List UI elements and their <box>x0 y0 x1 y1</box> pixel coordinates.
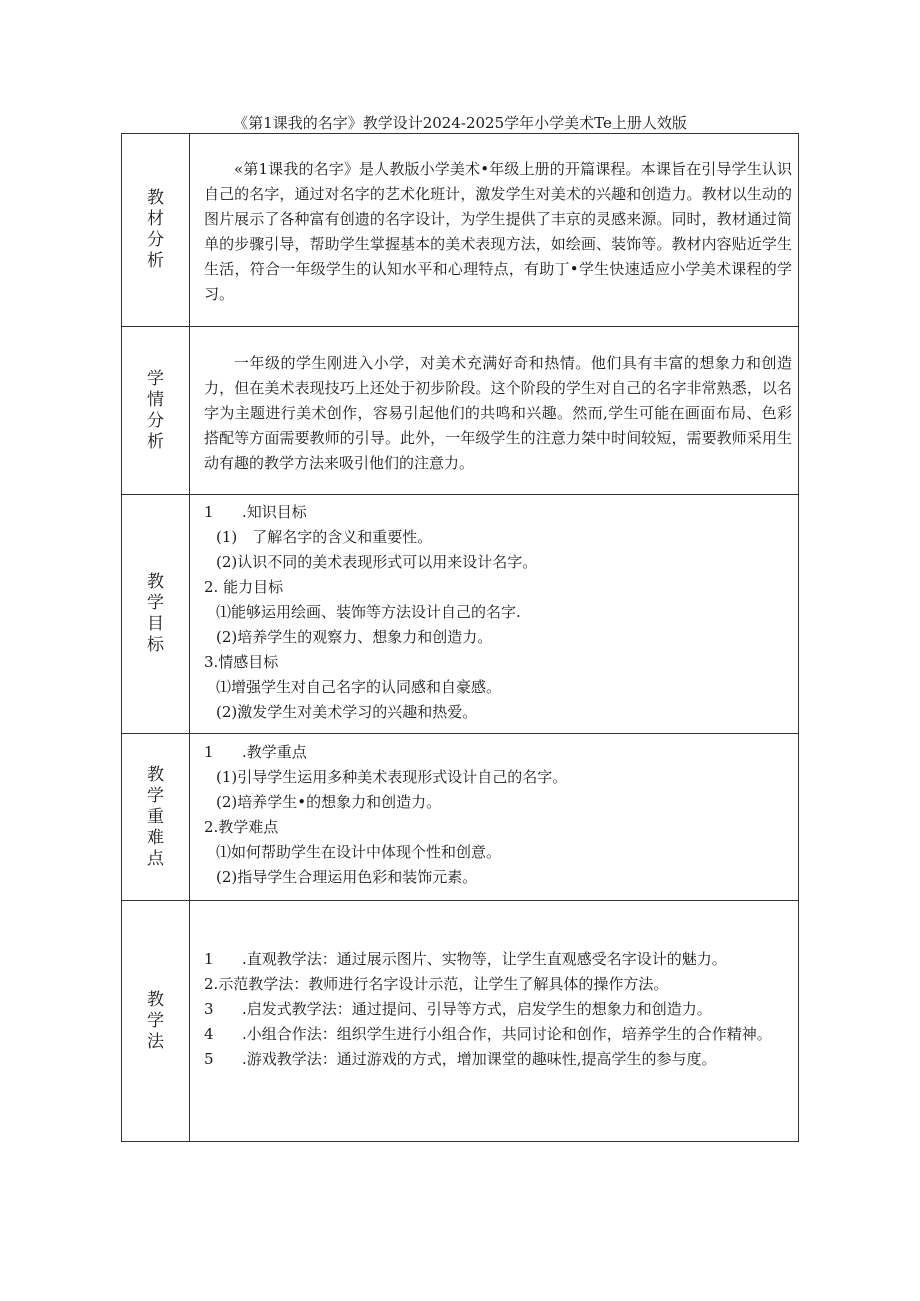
content-cell <box>190 134 799 327</box>
lesson-plan-table <box>121 133 799 1142</box>
row-label: 教材分析 <box>147 188 164 271</box>
list-item: (2)指导学生合理运用色彩和装饰元素。 <box>216 868 478 886</box>
content-cell <box>190 495 799 734</box>
methods-list <box>190 901 798 1072</box>
list-item: ⑴能够运用绘画、装饰等方法设计自己的名字. <box>216 603 521 621</box>
document-title: 《第1课我的名字》教学设计2024-2025学年小学美术Te上册人效版 <box>233 114 687 132</box>
list-item: 2.示范教学法：教师进行名字设计示范，让学生了解具体的操作方法。 <box>204 975 669 993</box>
label-cell <box>122 495 190 734</box>
row-teaching-methods <box>122 901 799 1142</box>
content-cell <box>190 327 799 495</box>
list-item: (1)引导学生运用多种美术表现形式设计自己的名字。 <box>216 768 568 786</box>
row-teaching-objectives <box>122 495 799 734</box>
list-item: ⑴如何帮助学生在设计中体现个性和创意。 <box>216 843 502 861</box>
list-item: 5 .游戏教学法：通过游戏的方式，增加课堂的趣味性,提高学生的参与度。 <box>204 1050 717 1068</box>
objectives-list <box>190 495 798 725</box>
content-cell <box>190 734 799 901</box>
label-cell <box>122 734 190 901</box>
paragraph: «第1课我的名字》是人教版小学美术•年级上册的开篇课程。本课旨在引导学生认识自己的名字，通过对名字的艺术化班计，激发学生对美术的兴趣和创造力。教材以生动的图片展示了各种富有创遗的名字设计，为学生提供了丰京的灵感来源。同时，教材通过简单的步骤引导，帮助学生掌握基本的美术表现方法，如绘画、装饰等。教材内容贴近学生生活，符合一年级学生的认知水平和心理特点，有助丁•学生快速适应小学美术课程的学习。 <box>204 160 792 303</box>
list-item: 3.情感目标 <box>204 653 279 671</box>
row-label: 教学法 <box>147 989 164 1052</box>
list-item: 3 .启发式教学法：通过提问、引导等方式，启发学生的想象力和创造力。 <box>204 1000 712 1018</box>
list-item: 1 .知识目标 <box>204 503 307 521</box>
list-item: (2)认识不同的美术表现形式可以用来设计名字。 <box>216 553 538 571</box>
row-student-analysis <box>122 327 799 495</box>
list-item: ⑴增强学生对自己名字的认同感和自豪感。 <box>216 678 502 696</box>
row-textbook-analysis <box>122 134 799 327</box>
label-cell <box>122 901 190 1142</box>
list-item: (2)培养学生•的想象力和创造力。 <box>216 793 442 811</box>
key-points-list <box>190 734 798 890</box>
list-item: 4 .小组合作法：组织学生进行小组合作，共同讨论和创作，培养学生的合作精神。 <box>204 1025 772 1043</box>
row-label: 教学重难点 <box>147 764 164 869</box>
label-cell <box>122 327 190 495</box>
list-item: 1 .教学重点 <box>204 743 307 761</box>
label-cell <box>122 134 190 327</box>
list-item: (2)培养学生的观察力、想象力和创造力。 <box>216 628 493 646</box>
content-cell <box>190 901 799 1142</box>
list-item: (2)激发学生对美术学习的兴趣和热爱。 <box>216 703 478 721</box>
list-item: (1) 了解名字的含义和重要性。 <box>216 528 433 546</box>
list-item: 2.教学难点 <box>204 818 279 836</box>
list-item: 2. 能力目标 <box>204 578 284 596</box>
paragraph: 一年级的学生刚进入小学，对美术充满好奇和热情。他们具有丰富的想象力和创造力，但在美术表现技巧上还处于初步阶段。这个阶段的学生对自己的名字非常熟悉，以名字为主题进行美术创作，容易引起他们的共鸣和兴趣。然而,学生可能在画面布局、色彩搭配等方面需要教师的引导。此外，一年级学生的注意力桀中时间较短，需要教师采用生动有趣的教学方法来吸引他们的注意力。 <box>204 354 792 472</box>
row-label: 教学目标 <box>147 572 164 655</box>
list-item: 1 .直观教学法：通过展示图片、实物等，让学生直观感受名字设计的魅力。 <box>204 950 727 968</box>
row-key-difficult-points <box>122 734 799 901</box>
row-label: 学情分析 <box>147 368 164 452</box>
